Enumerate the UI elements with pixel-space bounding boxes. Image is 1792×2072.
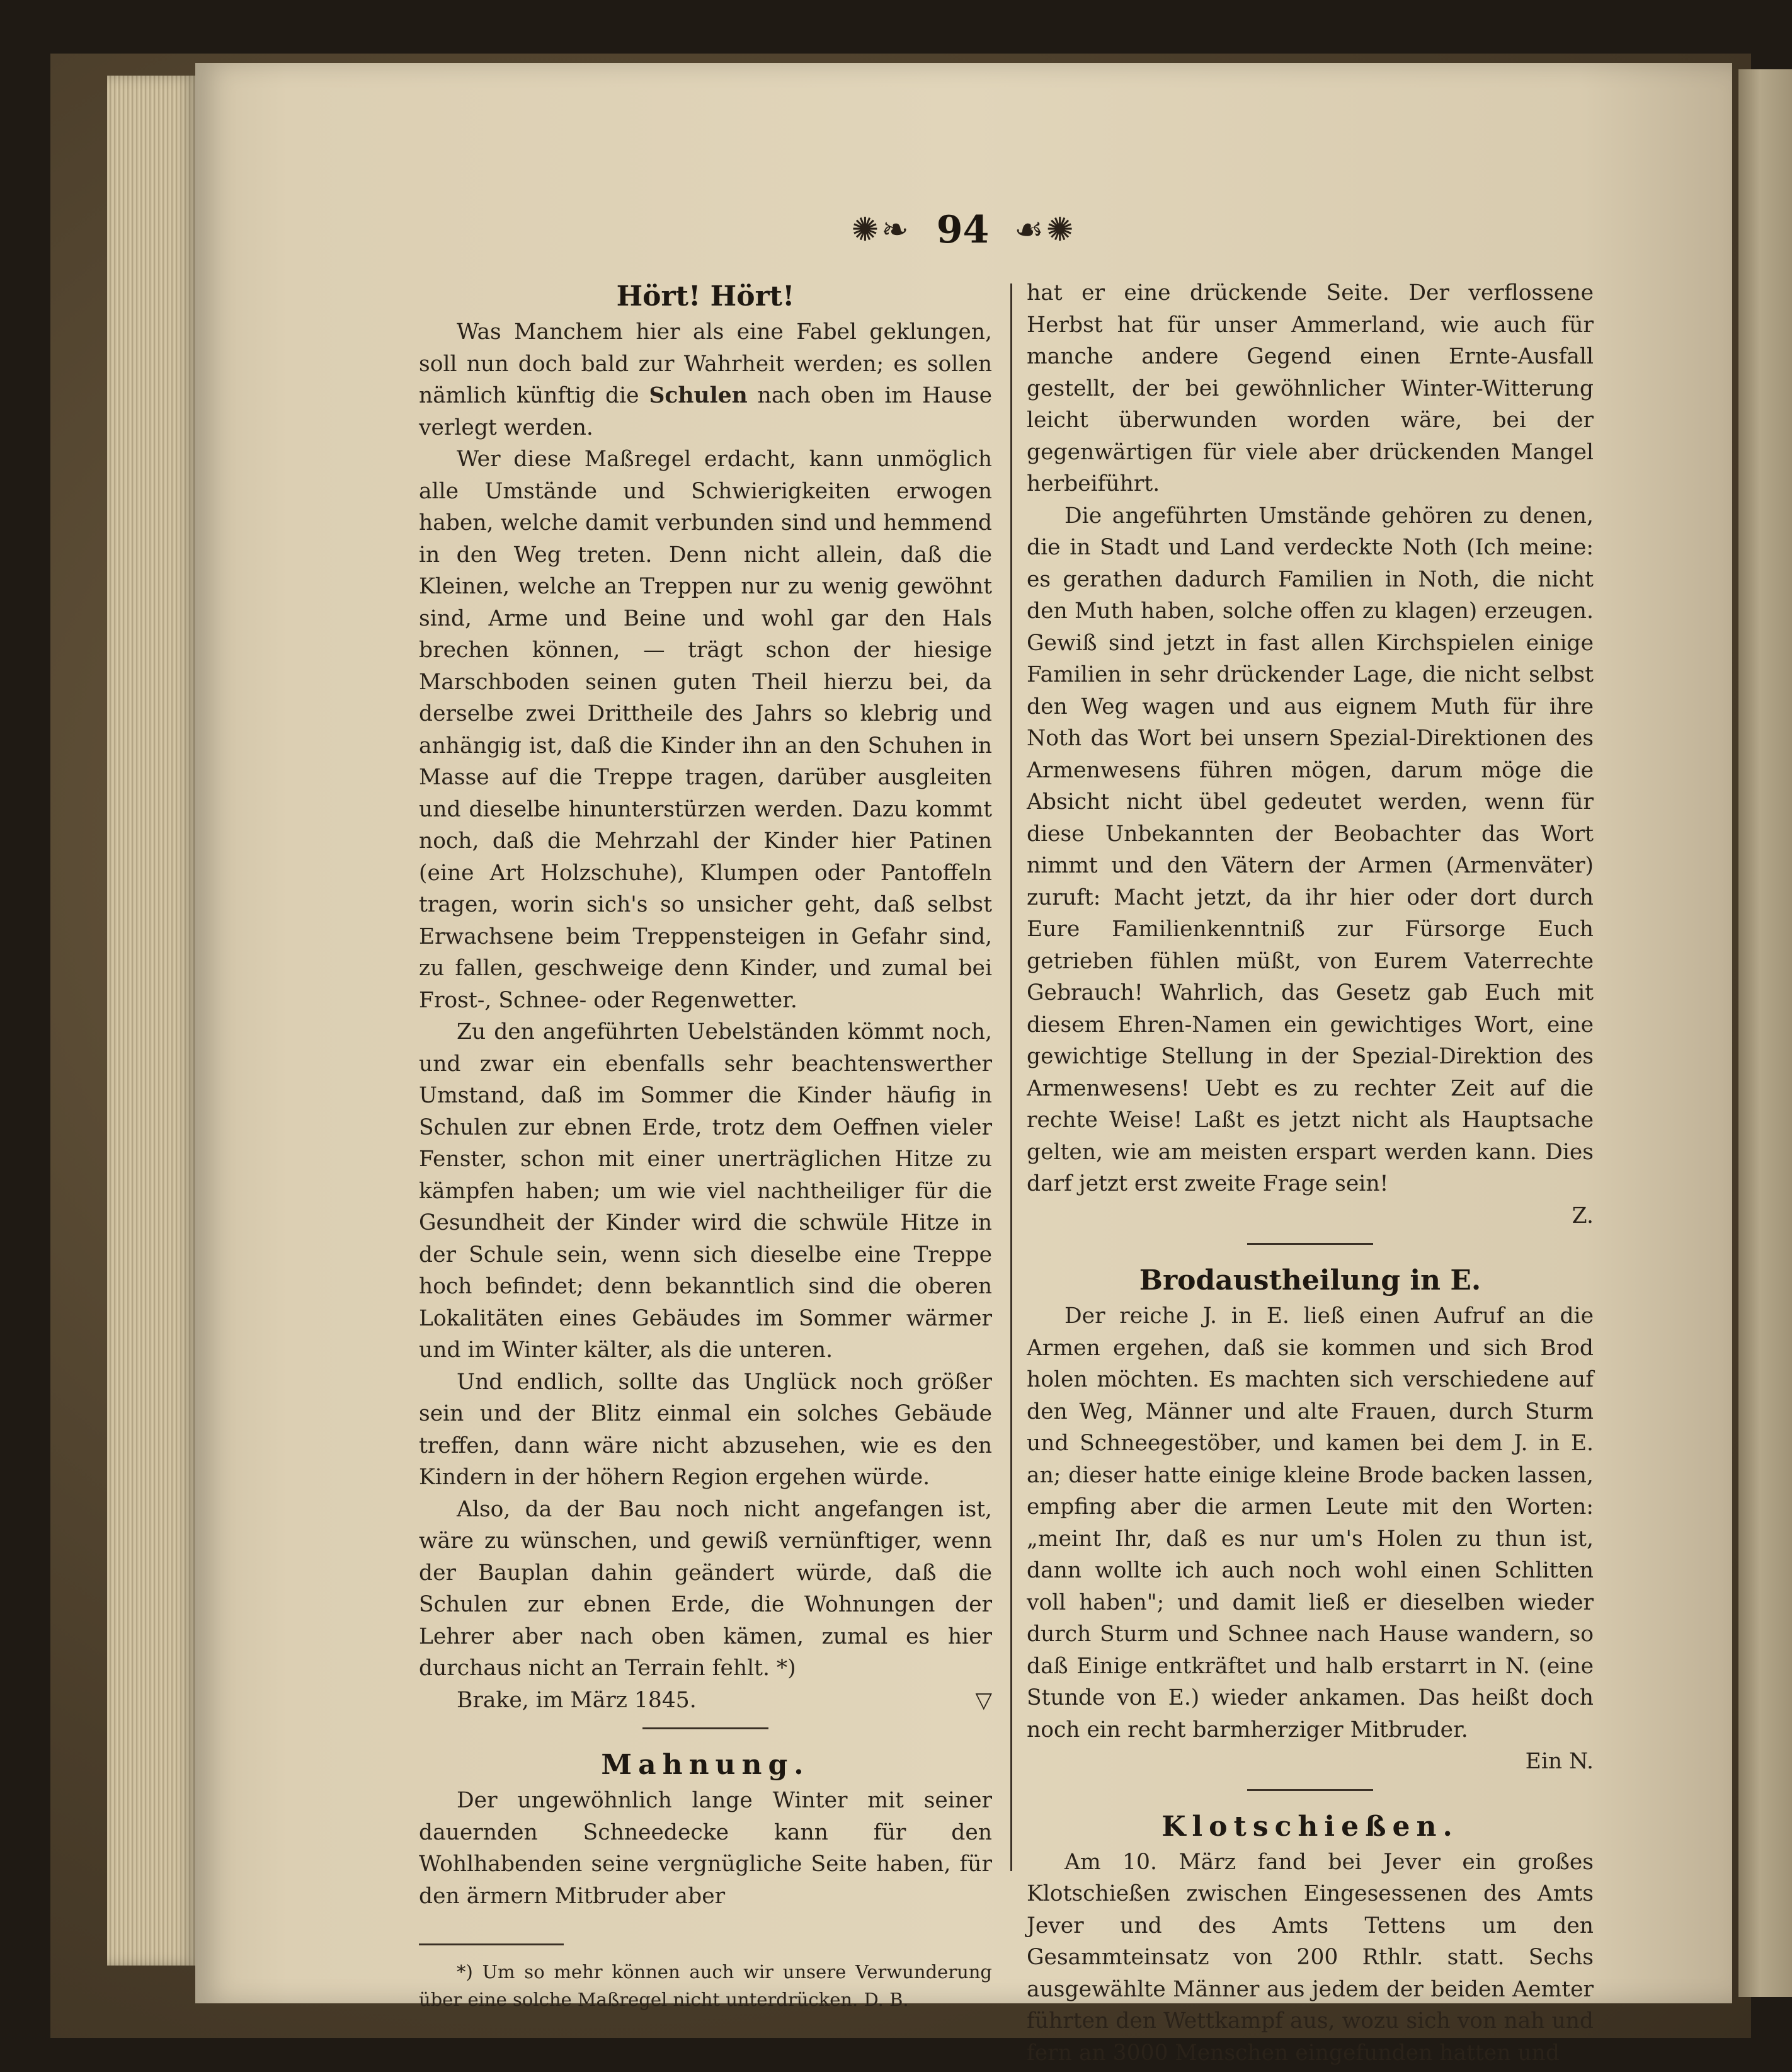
article-paragraph: Und endlich, sollte das Unglück noch größer sein und der Blitz einmal ein solches Gebäude treffen, dann wäre nicht abzusehen, wie es den Kindern in der höhern Region ergehen würde. xyxy=(419,1369,992,1490)
article-paragraph: Zu den angeführten Uebelständen kömmt noch, und zwar ein ebenfalls sehr beachtenswerther Umstand, daß im Sommer die Kinder häufig in Schulen zur ebnen Erde, trotz dem Oeffnen vieler Fenster, schon mit einer unerträglichen Hitze zu kämpfen haben; um wie viel nachtheiliger für die Gesundheit der Kinder wird die schwüle Hitze in der Schule sein, wenn sich dieselbe eine Treppe hoch befindet; denn bekanntlich sind die oberen Lokalitäten eines Gebäudes im Sommer wärmer und im Winter kälter, als die unteren. xyxy=(419,1019,992,1363)
article-paragraph: Der ungewöhnlich lange Winter mit seiner dauernden Schneedecke kann für den Wohlhabenden seine vergnügliche Seite haben, für den ärmern Mitbruder aber xyxy=(419,1788,992,1909)
article-paragraph: Der reiche J. in E. ließ einen Aufruf an die Armen ergehen, daß sie kommen und sich Brod holen möchten. Es machten sich verschiedene auf den Weg, Männer und alte Frauen, durch Sturm und Schneegestöber, und kamen bei dem J. in E. an; dieser hatte einige kleine Brode backen lassen, empfing aber die armen Leute mit den Worten: „meint Ihr, daß es nur um's Holen zu thun ist, dann wollte ich auch noch wohl einen Schlitten voll haben"; und damit ließ er dieselben wieder durch Sturm und Schnee nach Hause wandern, so daß Einige entkräftet und halb erstarrt in N. (eine Stunde von E.) wieder ankamen. Das heißt doch noch ein recht barmherziger Mitbruder. xyxy=(1027,1303,1594,1743)
signature: Ein N. xyxy=(1525,1749,1594,1774)
section-rule xyxy=(1247,1789,1373,1791)
place-date: Brake, im März 1845. xyxy=(457,1687,697,1713)
article-paragraph: Am 10. März fand bei Jever ein großes Klotschießen zwischen Eingesessenen des Amts Jever und des Amts Tettens um den Gesammteinsatz von 200 Rthlr. statt. Sechs ausgewählte Männer aus jedem der beiden Aemter führten den Wettkampf aus, wozu sich von nah und fern an 3000 Menschen eingefunden hatten und xyxy=(1027,1849,1594,2066)
right-ornament-icon: ☙✺ xyxy=(1014,211,1076,249)
signature: Z. xyxy=(1572,1203,1594,1228)
article-paragraph: Was Manchem hier als eine Fabel geklungen, soll nun doch bald zur Wahrheit werden; es sollen nämlich künftig die Schulen nach oben im Hause verlegt werden. xyxy=(419,319,992,440)
article-title-brodaustheilung: Brodaustheilung in E. xyxy=(1139,1264,1481,1296)
right-column xyxy=(1027,277,1594,2069)
article-paragraph: Also, da der Bau noch nicht angefangen ist, wäre zu wünschen, und gewiß vernünftiger, wenn der Bauplan dahin geändert würde, daß die Schulen zur ebnen Erde, die Wohnungen der Lehrer aber nach oben kämen, zumal es hier durchaus nicht an Terrain fehlt. *) xyxy=(419,1496,992,1681)
left-column xyxy=(419,277,992,2013)
article-title-hoert: Hört! Hört! xyxy=(616,280,795,312)
article-title-klotschiessen: Klotschießen. xyxy=(1161,1810,1459,1843)
left-ornament-icon: ✺❧ xyxy=(851,211,911,249)
column-divider xyxy=(1010,283,1012,1871)
footnote-rule xyxy=(419,1943,564,1945)
signature-line xyxy=(1027,1746,1594,1778)
emphasis-schulen: Schulen xyxy=(649,383,748,408)
author-mark: ▽ xyxy=(975,1687,992,1713)
article-paragraph: Die angeführten Umstände gehören zu denen, die in Stadt und Land verdeckte Noth (Ich meine: es gerathen dadurch Familien in Noth, die nicht den Muth haben, solche offen zu klagen) erzeugen. Gewiß sind jetzt in fast allen Kirchspielen einige Familien in sehr drückender Lage, die nicht selbst den Weg wagen und aus eignem Muth für ihre Noth das Wort bei unsern Spezial-Direktionen des Armenwesens führen mögen, darum möge die Absicht nicht übel gedeutet werden, wenn für diese Unbekannten der Beobachter das Wort nimmt und den Vätern der Armen (Armenväter) zuruft: Macht jetzt, da ihr hier oder dort durch Eure Familienkenntniß zur Fürsorge Euch getrieben fühlen müßt, von Eurem Vaterrechte Gebrauch! Wahrlich, das Gesetz gab Euch mit diesem Ehren-Namen ein gewichtiges Wort, eine gewichtige Stellung in der Spezial-Direktion des Armenwesens! Uebt es zu rechter Zeit auf die rechte Weise! Laßt es jetzt nicht als Hauptsache gelten, wie am meisten erspart werden kann. Dies darf jetzt erst zweite Frage sein! xyxy=(1027,503,1594,1196)
signature-line xyxy=(1027,1200,1594,1232)
article-paragraph: hat er eine drückende Seite. Der verflossene Herbst hat für unser Ammerland, wie auch für manche andere Gegend einen Ernte-Ausfall gestellt, der bei gewöhnlicher Winter-Witterung leicht überwunden worden wäre, bei der gegenwärtigen für viele aber drückenden Mangel herbeiführt. xyxy=(1027,280,1594,496)
section-rule xyxy=(1247,1243,1373,1245)
dateline xyxy=(419,1685,992,1717)
page-number: 94 xyxy=(936,208,990,252)
page-edges xyxy=(107,76,195,1966)
facing-page-edge xyxy=(1738,69,1792,1997)
page-header xyxy=(756,202,1172,258)
article-paragraph: Wer diese Maßregel erdacht, kann unmöglich alle Umstände und Schwierigkeiten erwogen haben, welche damit verbunden sind und hemmend in den Weg treten. Denn nicht allein, daß die Kleinen, welche an Treppen nur zu wenig gewöhnt sind, Arme und Beine und wohl gar den Hals brechen können, — trägt schon der hiesige Marschboden seinen guten Theil hierzu bei, da derselbe zwei Drittheile des Jahrs so klebrig und anhängig ist, daß die Kinder ihn an den Schuhen in Masse auf die Treppe tragen, darüber ausgleiten und dieselbe hinunterstürzen werden. Dazu kommt noch, daß die Mehrzahl der Kinder hier Patinen (eine Art Holzschuhe), Klumpen oder Pantoffeln tragen, worin sich's so unsicher geht, daß selbst Erwachsene beim Treppensteigen in Gefahr sind, zu fallen, geschweige denn Kinder, und zumal bei Frost-, Schnee- oder Regenwetter. xyxy=(419,447,992,1013)
section-rule xyxy=(642,1727,768,1729)
footnote: *) Um so mehr können auch wir unsere Verwunderung über eine solche Maßregel nicht unterdrücken. D. B. xyxy=(419,1961,992,2010)
article-title-mahnung: Mahnung. xyxy=(601,1749,810,1781)
